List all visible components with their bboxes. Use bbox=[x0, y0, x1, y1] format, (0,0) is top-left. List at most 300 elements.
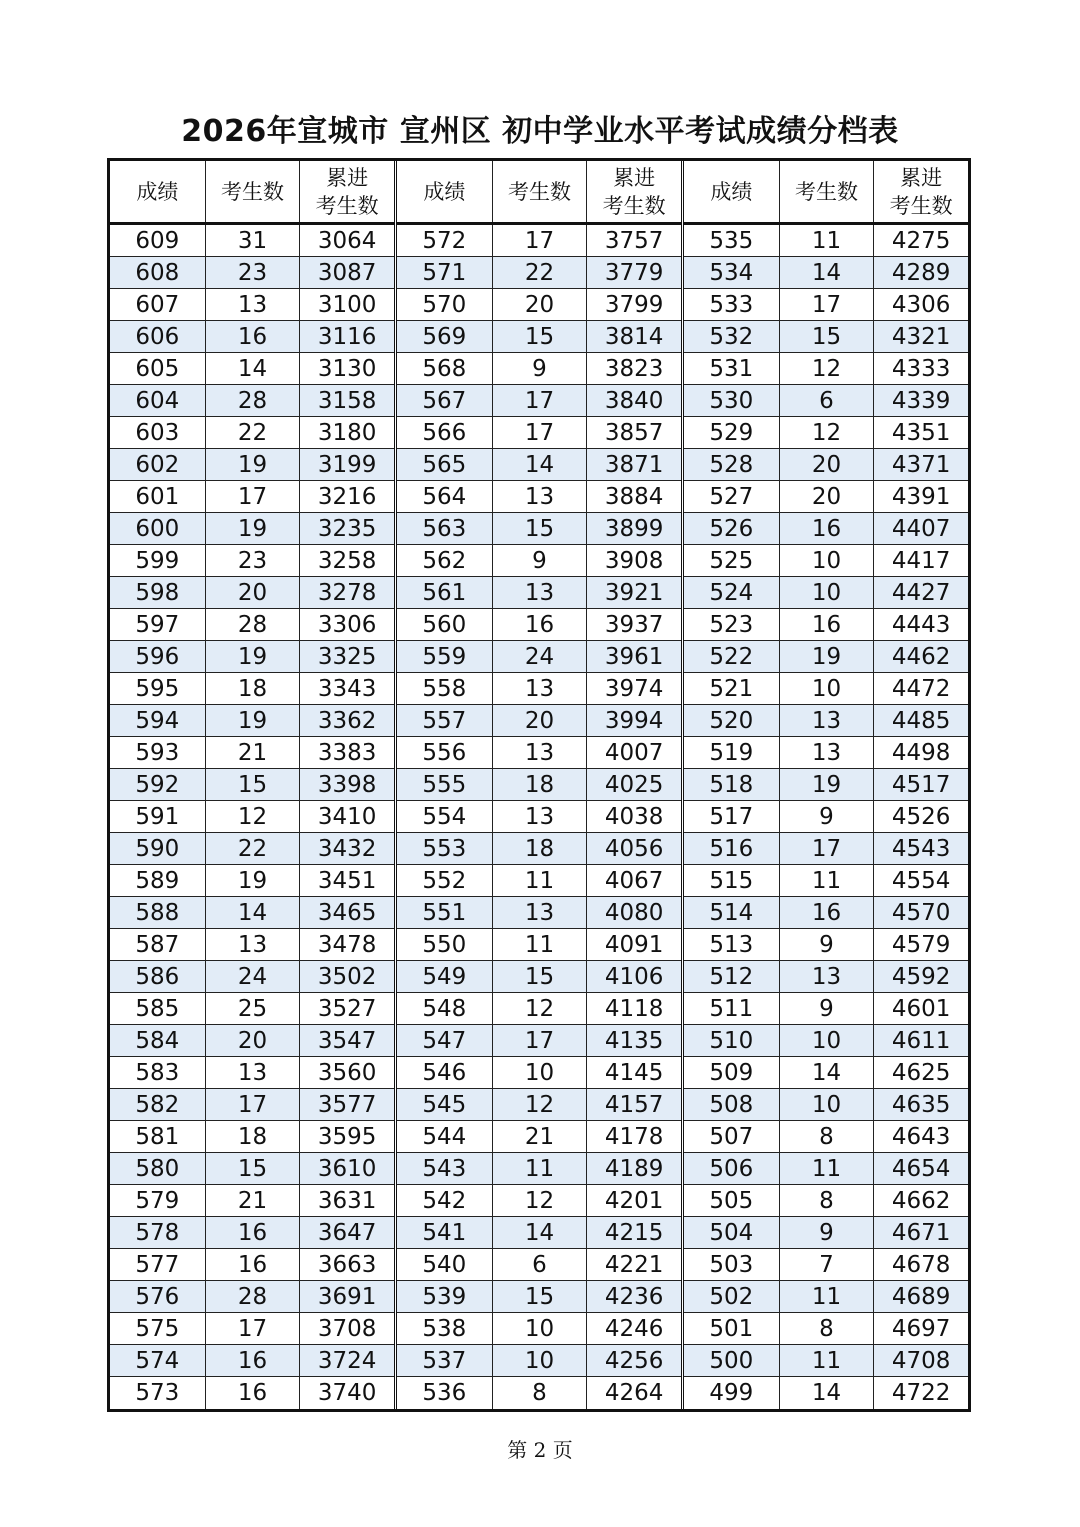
table-row bbox=[110, 449, 394, 481]
cell-cumulative: 4091 bbox=[586, 929, 681, 960]
table-row bbox=[397, 481, 681, 513]
cell-count: 11 bbox=[492, 929, 587, 960]
table-row bbox=[397, 769, 681, 801]
table-row bbox=[684, 1185, 968, 1217]
cell-count: 16 bbox=[779, 513, 874, 544]
cell-cumulative: 3779 bbox=[586, 257, 681, 288]
cell-cumulative: 4407 bbox=[873, 513, 968, 544]
cell-count: 11 bbox=[492, 865, 587, 896]
cell-score: 535 bbox=[709, 227, 754, 254]
cell-cumulative: 3814 bbox=[586, 321, 681, 352]
cell-score: 552 bbox=[422, 867, 467, 894]
table-row bbox=[684, 1057, 968, 1089]
cell-score: 588 bbox=[135, 899, 180, 926]
cell-cumulative: 3840 bbox=[586, 385, 681, 416]
table-row bbox=[684, 673, 968, 705]
cell-count: 14 bbox=[205, 897, 300, 928]
cell-cumulative: 4275 bbox=[873, 225, 968, 256]
cell-cumulative: 4189 bbox=[586, 1153, 681, 1184]
cell-cumulative: 3740 bbox=[299, 1377, 394, 1409]
cell-count: 11 bbox=[779, 225, 874, 256]
cell-count: 9 bbox=[779, 929, 874, 960]
cell-score: 516 bbox=[709, 835, 754, 862]
cell-count: 20 bbox=[779, 481, 874, 512]
cell-score: 574 bbox=[135, 1347, 180, 1374]
cell-score: 553 bbox=[422, 835, 467, 862]
table-row bbox=[397, 513, 681, 545]
cell-count: 13 bbox=[205, 929, 300, 960]
cell-score: 556 bbox=[422, 739, 467, 766]
cell-count: 10 bbox=[492, 1313, 587, 1344]
cell-cumulative: 4643 bbox=[873, 1121, 968, 1152]
table-row bbox=[684, 1345, 968, 1377]
cell-count: 12 bbox=[779, 353, 874, 384]
cell-cumulative: 4351 bbox=[873, 417, 968, 448]
cell-score: 594 bbox=[135, 707, 180, 734]
table-row bbox=[110, 801, 394, 833]
table-row bbox=[397, 1057, 681, 1089]
cell-cumulative: 3937 bbox=[586, 609, 681, 640]
cell-count: 19 bbox=[205, 449, 300, 480]
cell-score: 544 bbox=[422, 1123, 467, 1150]
cell-score: 506 bbox=[709, 1155, 754, 1182]
header-score: 成绩 bbox=[710, 179, 753, 204]
cell-score: 546 bbox=[422, 1059, 467, 1086]
cell-cumulative: 3708 bbox=[299, 1313, 394, 1344]
cell-cumulative: 3343 bbox=[299, 673, 394, 704]
cell-cumulative: 4498 bbox=[873, 737, 968, 768]
cell-cumulative: 4106 bbox=[586, 961, 681, 992]
table-row bbox=[684, 513, 968, 545]
cell-count: 12 bbox=[779, 417, 874, 448]
table-row bbox=[684, 385, 968, 417]
table-row bbox=[397, 1025, 681, 1057]
cell-cumulative: 4080 bbox=[586, 897, 681, 928]
table-row bbox=[684, 833, 968, 865]
table-row bbox=[684, 705, 968, 737]
table-row bbox=[397, 609, 681, 641]
cell-count: 16 bbox=[779, 609, 874, 640]
cell-score: 505 bbox=[709, 1187, 754, 1214]
cell-count: 17 bbox=[492, 385, 587, 416]
table-row bbox=[397, 801, 681, 833]
cell-score: 538 bbox=[422, 1315, 467, 1342]
cell-score: 601 bbox=[135, 483, 180, 510]
table-row bbox=[684, 1313, 968, 1345]
cell-cumulative: 4118 bbox=[586, 993, 681, 1024]
cell-score: 576 bbox=[135, 1283, 180, 1310]
cell-cumulative: 4236 bbox=[586, 1281, 681, 1312]
cell-cumulative: 3595 bbox=[299, 1121, 394, 1152]
cell-count: 21 bbox=[205, 1185, 300, 1216]
cell-cumulative: 3757 bbox=[586, 225, 681, 256]
cell-score: 573 bbox=[135, 1380, 180, 1406]
table-row bbox=[684, 769, 968, 801]
cell-score: 515 bbox=[709, 867, 754, 894]
cell-cumulative: 3560 bbox=[299, 1057, 394, 1088]
header-count: 考生数 bbox=[205, 161, 300, 222]
cell-score: 550 bbox=[422, 931, 467, 958]
cell-count: 20 bbox=[779, 449, 874, 480]
table-row bbox=[684, 417, 968, 449]
table-row bbox=[397, 417, 681, 449]
table-row bbox=[110, 417, 394, 449]
cell-score: 529 bbox=[709, 419, 754, 446]
cell-cumulative: 4221 bbox=[586, 1249, 681, 1280]
cell-count: 28 bbox=[205, 1281, 300, 1312]
table-row bbox=[110, 993, 394, 1025]
cell-score: 566 bbox=[422, 419, 467, 446]
cell-score: 501 bbox=[709, 1315, 754, 1342]
cell-cumulative: 4635 bbox=[873, 1089, 968, 1120]
cell-score: 579 bbox=[135, 1187, 180, 1214]
cell-score: 582 bbox=[135, 1091, 180, 1118]
cell-count: 15 bbox=[492, 321, 587, 352]
table-row bbox=[684, 961, 968, 993]
table-block bbox=[681, 161, 968, 1409]
table-row bbox=[684, 1025, 968, 1057]
cell-cumulative: 4678 bbox=[873, 1249, 968, 1280]
cell-score: 532 bbox=[709, 323, 754, 350]
cell-cumulative: 3199 bbox=[299, 449, 394, 480]
cell-score: 554 bbox=[422, 803, 467, 830]
table-row bbox=[684, 865, 968, 897]
cell-cumulative: 4462 bbox=[873, 641, 968, 672]
cell-score: 525 bbox=[709, 547, 754, 574]
cell-cumulative: 3216 bbox=[299, 481, 394, 512]
table-header-row bbox=[684, 161, 968, 225]
cell-count: 12 bbox=[492, 1185, 587, 1216]
cell-count: 14 bbox=[779, 257, 874, 288]
cell-count: 25 bbox=[205, 993, 300, 1024]
cell-score: 557 bbox=[422, 707, 467, 734]
cell-cumulative: 4592 bbox=[873, 961, 968, 992]
cell-cumulative: 4570 bbox=[873, 897, 968, 928]
cell-count: 13 bbox=[492, 577, 587, 608]
cell-score: 543 bbox=[422, 1155, 467, 1182]
cell-cumulative: 4654 bbox=[873, 1153, 968, 1184]
table-row bbox=[110, 609, 394, 641]
page-title: 2026年宣城市 宣州区 初中学业水平考试成绩分档表 bbox=[181, 114, 899, 149]
cell-count: 13 bbox=[492, 481, 587, 512]
cell-score: 563 bbox=[422, 515, 467, 542]
cell-score: 549 bbox=[422, 963, 467, 990]
header-count: 考生数 bbox=[779, 161, 874, 222]
cell-cumulative: 4256 bbox=[586, 1345, 681, 1376]
cell-cumulative: 4579 bbox=[873, 929, 968, 960]
cell-count: 10 bbox=[779, 545, 874, 576]
cell-score: 539 bbox=[422, 1283, 467, 1310]
cell-count: 20 bbox=[205, 1025, 300, 1056]
table-row bbox=[684, 481, 968, 513]
cell-count: 17 bbox=[205, 481, 300, 512]
cell-score: 527 bbox=[709, 483, 754, 510]
table-row bbox=[110, 737, 394, 769]
table-row bbox=[397, 1345, 681, 1377]
table-row bbox=[684, 1089, 968, 1121]
cell-count: 20 bbox=[205, 577, 300, 608]
cell-score: 522 bbox=[709, 643, 754, 670]
table-row bbox=[110, 225, 394, 257]
cell-count: 15 bbox=[492, 513, 587, 544]
cell-count: 19 bbox=[205, 641, 300, 672]
cell-score: 591 bbox=[135, 803, 180, 830]
cell-count: 28 bbox=[205, 385, 300, 416]
cell-count: 12 bbox=[205, 801, 300, 832]
cell-cumulative: 4722 bbox=[873, 1377, 968, 1409]
cell-cumulative: 3921 bbox=[586, 577, 681, 608]
cell-score: 523 bbox=[709, 611, 754, 638]
cell-count: 23 bbox=[205, 257, 300, 288]
cell-count: 14 bbox=[492, 1217, 587, 1248]
cell-score: 587 bbox=[135, 931, 180, 958]
cell-cumulative: 3180 bbox=[299, 417, 394, 448]
header-cumulative: 累进 考生数 bbox=[586, 161, 681, 222]
cell-count: 24 bbox=[205, 961, 300, 992]
table-row bbox=[397, 961, 681, 993]
table-row bbox=[397, 1153, 681, 1185]
cell-count: 10 bbox=[779, 577, 874, 608]
cell-cumulative: 3064 bbox=[299, 225, 394, 256]
cell-cumulative: 4391 bbox=[873, 481, 968, 512]
cell-count: 9 bbox=[779, 1217, 874, 1248]
cell-count: 17 bbox=[205, 1313, 300, 1344]
cell-score: 570 bbox=[422, 291, 467, 318]
cell-score: 571 bbox=[422, 259, 467, 286]
cell-count: 19 bbox=[779, 641, 874, 672]
table-row bbox=[110, 1249, 394, 1281]
cell-cumulative: 3908 bbox=[586, 545, 681, 576]
cell-cumulative: 3899 bbox=[586, 513, 681, 544]
cell-score: 568 bbox=[422, 355, 467, 382]
table-row bbox=[110, 1089, 394, 1121]
table-row bbox=[684, 609, 968, 641]
cell-cumulative: 4067 bbox=[586, 865, 681, 896]
cell-cumulative: 3362 bbox=[299, 705, 394, 736]
cell-cumulative: 4517 bbox=[873, 769, 968, 800]
table-row bbox=[397, 1249, 681, 1281]
table-row bbox=[684, 929, 968, 961]
cell-score: 607 bbox=[135, 291, 180, 318]
header-cumulative: 累进 考生数 bbox=[299, 161, 394, 222]
cell-count: 10 bbox=[492, 1345, 587, 1376]
cell-score: 583 bbox=[135, 1059, 180, 1086]
cell-score: 604 bbox=[135, 387, 180, 414]
cell-score: 518 bbox=[709, 771, 754, 798]
cell-cumulative: 3527 bbox=[299, 993, 394, 1024]
cell-cumulative: 4671 bbox=[873, 1217, 968, 1248]
table-row bbox=[397, 289, 681, 321]
cell-count: 13 bbox=[205, 289, 300, 320]
cell-count: 13 bbox=[492, 897, 587, 928]
cell-cumulative: 4246 bbox=[586, 1313, 681, 1344]
table-row bbox=[397, 737, 681, 769]
cell-cumulative: 3278 bbox=[299, 577, 394, 608]
page-number: 第 2 页 bbox=[507, 1438, 573, 1462]
cell-count: 10 bbox=[779, 1089, 874, 1120]
table-block bbox=[394, 161, 681, 1409]
cell-score: 558 bbox=[422, 675, 467, 702]
table-row bbox=[110, 1121, 394, 1153]
cell-cumulative: 3478 bbox=[299, 929, 394, 960]
cell-count: 8 bbox=[779, 1185, 874, 1216]
cell-score: 520 bbox=[709, 707, 754, 734]
table-row bbox=[684, 353, 968, 385]
table-row bbox=[684, 1217, 968, 1249]
cell-count: 16 bbox=[205, 1377, 300, 1409]
cell-score: 502 bbox=[709, 1283, 754, 1310]
cell-score: 545 bbox=[422, 1091, 467, 1118]
table-row bbox=[110, 353, 394, 385]
table-row bbox=[684, 225, 968, 257]
cell-cumulative: 4472 bbox=[873, 673, 968, 704]
cell-count: 8 bbox=[492, 1377, 587, 1409]
cell-cumulative: 4485 bbox=[873, 705, 968, 736]
cell-score: 534 bbox=[709, 259, 754, 286]
cell-score: 503 bbox=[709, 1251, 754, 1278]
cell-cumulative: 4038 bbox=[586, 801, 681, 832]
table-row bbox=[684, 993, 968, 1025]
cell-count: 31 bbox=[205, 225, 300, 256]
cell-score: 584 bbox=[135, 1027, 180, 1054]
cell-score: 590 bbox=[135, 835, 180, 862]
cell-cumulative: 3235 bbox=[299, 513, 394, 544]
table-row bbox=[684, 257, 968, 289]
cell-count: 28 bbox=[205, 609, 300, 640]
table-row bbox=[110, 705, 394, 737]
cell-score: 589 bbox=[135, 867, 180, 894]
cell-count: 19 bbox=[205, 705, 300, 736]
table-row bbox=[397, 385, 681, 417]
cell-count: 21 bbox=[205, 737, 300, 768]
cell-cumulative: 3631 bbox=[299, 1185, 394, 1216]
cell-cumulative: 3799 bbox=[586, 289, 681, 320]
cell-count: 22 bbox=[205, 833, 300, 864]
cell-score: 526 bbox=[709, 515, 754, 542]
cell-count: 12 bbox=[492, 993, 587, 1024]
cell-cumulative: 4264 bbox=[586, 1377, 681, 1409]
cell-cumulative: 4543 bbox=[873, 833, 968, 864]
cell-score: 599 bbox=[135, 547, 180, 574]
cell-cumulative: 4025 bbox=[586, 769, 681, 800]
table-row bbox=[110, 289, 394, 321]
table-row bbox=[110, 513, 394, 545]
cell-score: 514 bbox=[709, 899, 754, 926]
table-row bbox=[110, 1281, 394, 1313]
table-row bbox=[110, 897, 394, 929]
cell-cumulative: 4611 bbox=[873, 1025, 968, 1056]
cell-cumulative: 4007 bbox=[586, 737, 681, 768]
cell-score: 510 bbox=[709, 1027, 754, 1054]
cell-count: 13 bbox=[492, 737, 587, 768]
table-row bbox=[110, 641, 394, 673]
table-row bbox=[684, 321, 968, 353]
cell-count: 8 bbox=[779, 1121, 874, 1152]
cell-count: 16 bbox=[779, 897, 874, 928]
cell-score: 547 bbox=[422, 1027, 467, 1054]
cell-cumulative: 3087 bbox=[299, 257, 394, 288]
cell-cumulative: 3994 bbox=[586, 705, 681, 736]
cell-count: 9 bbox=[492, 545, 587, 576]
cell-count: 8 bbox=[779, 1313, 874, 1344]
table-row bbox=[397, 673, 681, 705]
cell-cumulative: 3577 bbox=[299, 1089, 394, 1120]
cell-cumulative: 4554 bbox=[873, 865, 968, 896]
header-cumulative: 累进 考生数 bbox=[873, 161, 968, 222]
table-row bbox=[110, 1345, 394, 1377]
table-row bbox=[684, 1377, 968, 1409]
cell-count: 11 bbox=[779, 865, 874, 896]
cell-score: 512 bbox=[709, 963, 754, 990]
cell-cumulative: 4333 bbox=[873, 353, 968, 384]
table-block bbox=[110, 161, 394, 1409]
cell-count: 13 bbox=[779, 961, 874, 992]
table-row bbox=[684, 801, 968, 833]
table-row bbox=[397, 705, 681, 737]
cell-count: 11 bbox=[779, 1345, 874, 1376]
cell-count: 22 bbox=[205, 417, 300, 448]
table-row bbox=[397, 577, 681, 609]
cell-score: 564 bbox=[422, 483, 467, 510]
table-row bbox=[397, 1089, 681, 1121]
cell-score: 578 bbox=[135, 1219, 180, 1246]
cell-score: 519 bbox=[709, 739, 754, 766]
cell-count: 15 bbox=[492, 1281, 587, 1312]
table-row bbox=[110, 1217, 394, 1249]
table-row bbox=[110, 1313, 394, 1345]
table-row bbox=[110, 481, 394, 513]
cell-cumulative: 4306 bbox=[873, 289, 968, 320]
table-row bbox=[397, 641, 681, 673]
cell-count: 21 bbox=[492, 1121, 587, 1152]
cell-count: 18 bbox=[205, 673, 300, 704]
cell-score: 586 bbox=[135, 963, 180, 990]
cell-cumulative: 4371 bbox=[873, 449, 968, 480]
cell-count: 9 bbox=[779, 801, 874, 832]
table-row bbox=[397, 833, 681, 865]
cell-cumulative: 3465 bbox=[299, 897, 394, 928]
header-score: 成绩 bbox=[136, 179, 179, 204]
cell-count: 20 bbox=[492, 289, 587, 320]
cell-cumulative: 3547 bbox=[299, 1025, 394, 1056]
cell-count: 17 bbox=[779, 833, 874, 864]
table-row bbox=[684, 897, 968, 929]
table-row bbox=[397, 1377, 681, 1409]
cell-cumulative: 3325 bbox=[299, 641, 394, 672]
cell-count: 13 bbox=[492, 801, 587, 832]
cell-cumulative: 3691 bbox=[299, 1281, 394, 1312]
table-row bbox=[397, 225, 681, 257]
cell-count: 7 bbox=[779, 1249, 874, 1280]
cell-count: 15 bbox=[205, 769, 300, 800]
cell-count: 14 bbox=[779, 1377, 874, 1409]
table-row bbox=[110, 321, 394, 353]
cell-score: 500 bbox=[709, 1347, 754, 1374]
table-row bbox=[110, 1057, 394, 1089]
table-row bbox=[397, 1281, 681, 1313]
table-header-row bbox=[397, 161, 681, 225]
cell-score: 605 bbox=[135, 355, 180, 382]
cell-cumulative: 3663 bbox=[299, 1249, 394, 1280]
cell-cumulative: 4417 bbox=[873, 545, 968, 576]
cell-cumulative: 3383 bbox=[299, 737, 394, 768]
cell-score: 542 bbox=[422, 1187, 467, 1214]
cell-score: 598 bbox=[135, 579, 180, 606]
cell-score: 521 bbox=[709, 675, 754, 702]
table-row bbox=[397, 353, 681, 385]
cell-score: 561 bbox=[422, 579, 467, 606]
table-row bbox=[397, 1313, 681, 1345]
